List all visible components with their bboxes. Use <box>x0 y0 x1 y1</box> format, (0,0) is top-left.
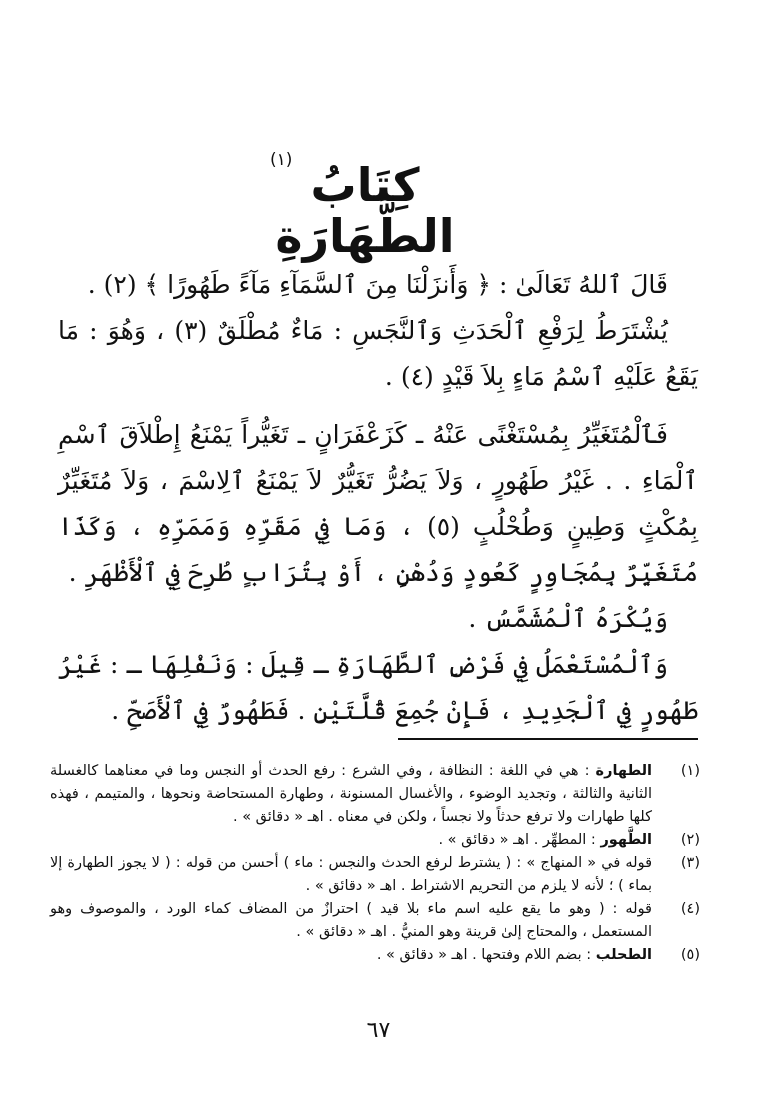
footnote-3 <box>50 852 700 898</box>
paragraph-5: وَٱلْمُسْتَعْمَلُ فِي فَرْضِ ٱلطَّهَارَةِ ـ قِيلَ : وَنَفْلِهَا ـ : غَيْرُ طَهُورٍ فِي ٱلْجَدِيدِ ، فَإِنْ جُمِعَ قُلَّتَيْنِ . فَطَهُورٌ فِي ٱلْأَصَحِّ . <box>58 650 698 725</box>
footnote-text: : المطهِّر . اهـ « دقائق » . <box>438 832 601 848</box>
footnote-term: الطَّهور <box>600 832 652 848</box>
footnote-text: قوله : ( وهو ما يقع عليه اسم ماء بلا قيد ) احترازٌ من المضاف كماء الورد ، والموصوف وهو المستعمل ، والمحتاج إلىٰ قرينة وهو المنيُّ . اهـ « دقائق » . <box>50 901 652 940</box>
footnote-number: (٥) <box>680 947 700 963</box>
footnote-text: : هي في اللغة : النظافة ، وفي الشرع : رفع الحدث أو النجس وما في معناهما كالغسلة الثانية والثالثة ، وتجديد الوضوء ، والأغسال المسنونة ، وطهارة المستحاضة ونحوها ، والمتيمم ، فهذه كلها طهارات ولا ترفع حدثاً ولا نجساً ، ولكن في معناه . اهـ « دقائق » . <box>50 763 652 825</box>
paragraph-2: يُشْتَرَطُ لِرَفْعِ ٱلْحَدَثِ وَٱلنَّجَسِ : مَاءٌ مُطْلَقٌ (٣) ، وَهُوَ : مَا يَقَعُ عَلَيْهِ ٱسْمُ مَاءٍ بِلاَ قَيْدٍ (٤) . <box>58 316 698 391</box>
chapter-title: كِتَابُ الطَّهَارَةِ <box>275 158 455 263</box>
paragraph-3: فَٱلْمُتَغَيِّرُ بِمُسْتَغْنًى عَنْهُ ـ كَزَعْفَرَانٍ ـ تَغَيُّراً يَمْنَعُ إِطْلاَقَ ٱسْمِ ٱلْمَاءِ . . غَيْرُ طَهُورٍ ، وَلاَ يَضُرُّ تَغَيُّرٌ لاَ يَمْنَعُ ٱلِاسْمَ ، وَلاَ مُتَغَيِّرٌ بِمُكْثٍ وَطِينٍ وَطُحْلُبٍ (٥) ، وَمَا فِي مَقَرِّهِ وَمَمَرِّهِ ، وَكَذَا مُتَغَيِّرٌ بِمُجَاوِرٍ كَعُودٍ وَدُهْنٍ ، أَوْ بِتُرَابٍ طُرِحَ فِي ٱلْأَظْهَرِ . <box>58 420 698 587</box>
verse-paragraph: قَالَ ٱللهُ تَعَالَىٰ : ﴿ وَأَنزَلْنَا مِنَ ٱلسَّمَآءِ مَآءً طَهُورًا ﴾ (٢) . <box>87 270 668 299</box>
footnotes <box>50 760 700 967</box>
footnote-1 <box>50 760 700 829</box>
main-text <box>58 262 698 734</box>
paragraph-4: وَيُكْرَهُ ٱلْمُشَمَّسُ . <box>468 604 668 633</box>
page-number: ٦٧ <box>366 1018 391 1043</box>
footnote-number: (٣) <box>680 855 700 871</box>
footnote-4 <box>50 898 700 944</box>
footnote-divider <box>398 738 698 740</box>
footnote-text: قوله في « المنهاج » : ( يشترط لرفع الحدث والنجس : ماء ) أحسن من قوله : ( لا يجوز الطهارة إلا بماء ) ؛ لأنه لا يلزم من التحريم الاشتراط . اهـ « دقائق » . <box>50 855 652 894</box>
footnote-text: : بضم اللام وفتحها . اهـ « دقائق » . <box>376 947 596 963</box>
footnote-term: الطحلب <box>595 947 652 963</box>
footnote-number: (٤) <box>680 901 700 917</box>
title-footnote-marker: (١) <box>270 150 293 170</box>
footnote-term: الطهارة <box>595 763 652 779</box>
footnote-number: (٢) <box>680 832 700 848</box>
footnote-2 <box>50 829 700 852</box>
footnote-number: (١) <box>680 763 700 779</box>
footnote-5 <box>50 944 700 967</box>
